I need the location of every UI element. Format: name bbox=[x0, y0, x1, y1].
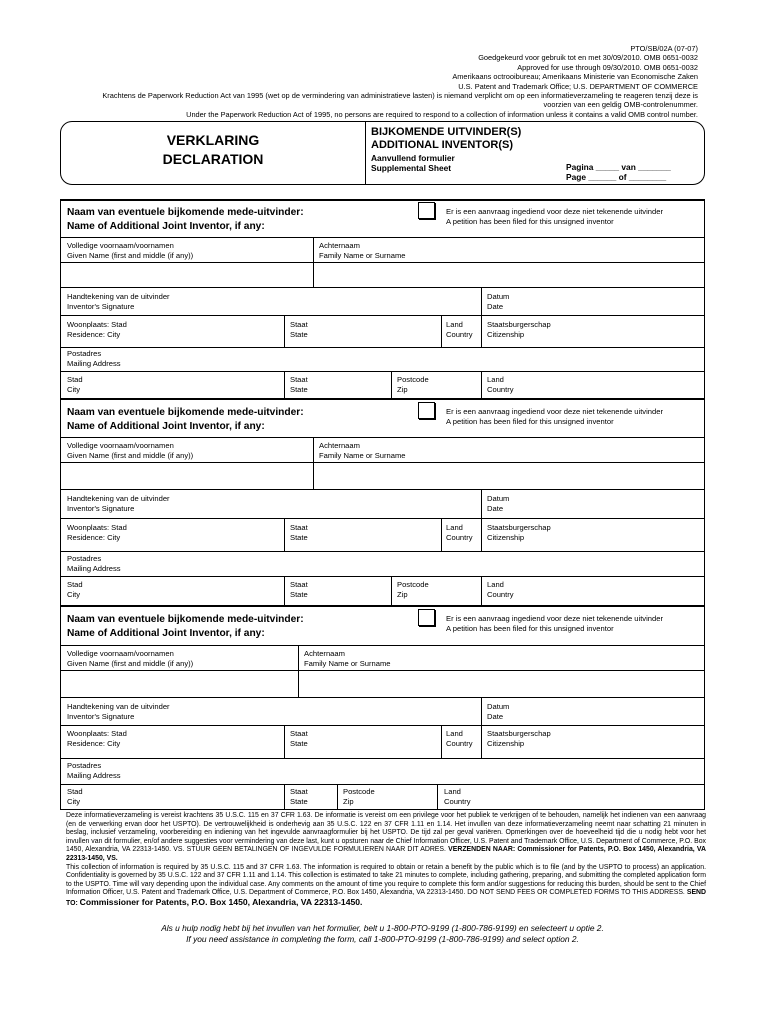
signature-input[interactable] bbox=[61, 490, 480, 517]
petition-checkbox[interactable] bbox=[418, 609, 435, 626]
given-name-label: Volledige voornaam/voornamen Given Name (first and middle (if any)) bbox=[67, 441, 194, 460]
page-number-field[interactable]: Pagina _____ van _______ bbox=[566, 162, 671, 172]
inventor-section-2 bbox=[60, 398, 705, 605]
city-label: Stad City bbox=[67, 375, 83, 394]
date-label: Datum Date bbox=[487, 494, 510, 513]
inventor-section-3 bbox=[60, 605, 705, 810]
zip-label: Postcode Zip bbox=[397, 375, 429, 394]
page-number-field-en[interactable]: Page ______ of ________ bbox=[566, 172, 667, 182]
inventor-section-1 bbox=[60, 199, 705, 398]
header-line: Approved for use through 09/30/2010. OMB 0651-0032 bbox=[517, 62, 698, 72]
residence-city-label: Woonplaats: Stad Residence: City bbox=[67, 523, 127, 542]
signature-label: Handtekening van de uitvinder Inventor's Signature bbox=[67, 702, 170, 721]
family-name-input[interactable] bbox=[299, 671, 704, 696]
family-name-input[interactable] bbox=[314, 263, 704, 286]
header-line: Goedgekeurd voor gebruik tot en met 30/09/2010. OMB 0651-0032 bbox=[478, 53, 698, 63]
title-subheading: BIJKOMENDE UITVINDER(S) ADDITIONAL INVENTOR(S) Aanvullend formulier Supplemental Sheet bbox=[371, 126, 522, 173]
mailing-address-input[interactable] bbox=[61, 552, 704, 575]
inventor-heading: Naam van eventuele bijkomende mede-uitvinder: Name of Additional Joint Inventor, if any: bbox=[67, 207, 304, 232]
given-name-input[interactable] bbox=[61, 263, 312, 286]
signature-input[interactable] bbox=[61, 288, 480, 314]
header-line: U.S. Patent and Trademark Office; U.S. DEPARTMENT OF COMMERCE bbox=[458, 81, 698, 91]
zip-label: Postcode Zip bbox=[397, 580, 429, 599]
title-box bbox=[60, 121, 705, 185]
mail-country-label: Land Country bbox=[444, 787, 471, 806]
country-label: Land Country bbox=[446, 523, 473, 542]
petition-label: Er is een aanvraag ingediend voor deze niet tekenende uitvinder A petition has been filed for this unsigned inventor bbox=[446, 614, 663, 633]
inventor-heading: Naam van eventuele bijkomende mede-uitvinder: Name of Additional Joint Inventor, if any: bbox=[67, 407, 304, 432]
inventor-heading: Naam van eventuele bijkomende mede-uitvinder: Name of Additional Joint Inventor, if any: bbox=[67, 614, 304, 639]
citizenship-label: Staatsburgerschap Citizenship bbox=[487, 729, 551, 748]
header-line: voorzien van een geldig OMB-controlenummer. bbox=[543, 100, 698, 110]
residence-city-label: Woonplaats: Stad Residence: City bbox=[67, 320, 127, 339]
family-name-label: Achternaam Family Name or Surname bbox=[304, 649, 391, 668]
family-name-input[interactable] bbox=[314, 463, 704, 488]
petition-label: Er is een aanvraag ingediend voor deze niet tekenende uitvinder A petition has been filed for this unsigned inventor bbox=[446, 407, 663, 426]
signature-label: Handtekening van de uitvinder Inventor's Signature bbox=[67, 494, 170, 513]
header-line: Amerikaans octrooibureau; Amerikaans Ministerie van Economische Zaken bbox=[452, 72, 698, 82]
petition-checkbox[interactable] bbox=[418, 202, 435, 219]
residence-state-label: Staat State bbox=[290, 320, 308, 339]
header-line: Krachtens de Paperwork Reduction Act van 1995 (wet op de vermindering van administratieve lasten) is niemand verplicht om op een informatieverzameling te reageren tenzij deze is bbox=[102, 91, 698, 101]
given-name-label: Volledige voornaam/voornamen Given Name (first and middle (if any)) bbox=[67, 649, 194, 668]
burden-statement-en: This collection of information is required by 35 U.S.C. 115 and 37 CFR 1.63. The information is required to obtain or retain a benefit by the public which is to file (and by the USPTO to process) an application. Confidentiality is governed by 35 U.S.C. 122 and 37 CFR 1.11 and 1.14. This collection is estimated to take 21 minutes to complete, including gathering, preparing, and submitting the completed application form to the USPTO. Time will vary depending upon the individual case. Any comments on the amount of time you require to complete this form and/or suggestions for reducing this burden, should be sent to the Chief Information Officer, U.S. Patent and Trademark Office, U.S. Department of Commerce, P.O. Box 1450, Alexandria, VA 22313-1450. DO NOT SEND FEES OR COMPLETED FORMS TO THIS ADDRESS. SEND TO: Commissioner for Patents, P.O. Box 1450, Alexandria, VA 22313-1450. bbox=[66, 863, 706, 907]
header-line: Under the Paperwork Reduction Act of 1995, no persons are required to respond to a collection of information unless it contains a valid OMB control number. bbox=[186, 109, 698, 119]
form-header bbox=[98, 44, 698, 119]
given-name-input[interactable] bbox=[61, 463, 312, 488]
burden-statement-nl: Deze informatieverzameling is vereist krachtens 35 U.S.C. 115 en 37 CFR 1.63. De informatie is vereist om een privilege voor het publiek te verkrijgen of te behouden, namelijk het indienen van een aanvraag (en de verwerking ervan door het USPTO). De vertrouwelijkheid is onderhevig aan 35 U.S.C. 122 en 37 CFR 1.11 en 1.14. Het invullen van deze informatieverzameling neemt naar schatting 21 minuten in beslag, inclusief verzameling, voorbereiding en indiening van het ingevulde aanvraagformulier bij het USPTO. De tijd zal per geval variëren. Opmerkingen over de hoeveelheid tijd die u nodig hebt voor het invullen van dit formulier, en/of andere suggesties voor vermindering van deze last, kunt u opsturen naar de Chief Information Officer, U.S. Patent and Trademark Office, U.S. Department of Commerce, P.O. Box 1450, Alexandria, VA 22313-1450. VS. STUUR GEEN BETALINGEN OF INGEVULDE FORMULIEREN NAAR DIT ADRES. VERZENDEN NAAR: Commissioner for Patents, P.O. Box 1450, Alexandria, VA 22313-1450, VS. bbox=[66, 812, 706, 862]
date-label: Datum Date bbox=[487, 292, 510, 311]
assistance-note: Als u hulp nodig hebt bij het invullen van het formulier, belt u 1-800-PTO-9199 (1-800-786-9199) en selecteert u optie 2. If you need assistance in completing the form, call 1-800-PTO-9199 (1-800-786-9199) and select option 2. bbox=[161, 923, 604, 944]
country-label: Land Country bbox=[446, 729, 473, 748]
date-label: Datum Date bbox=[487, 702, 510, 721]
mailing-address-label: Postadres Mailing Address bbox=[67, 554, 121, 573]
burden-statement bbox=[66, 812, 706, 909]
page-title: VERKLARING DECLARATION bbox=[162, 132, 264, 167]
state-label: Staat State bbox=[290, 787, 308, 806]
mail-country-label: Land Country bbox=[487, 375, 514, 394]
city-label: Stad City bbox=[67, 787, 83, 806]
residence-state-label: Staat State bbox=[290, 523, 308, 542]
mailing-address-input[interactable] bbox=[61, 759, 704, 783]
city-label: Stad City bbox=[67, 580, 83, 599]
state-label: Staat State bbox=[290, 375, 308, 394]
citizenship-label: Staatsburgerschap Citizenship bbox=[487, 523, 551, 542]
given-name-input[interactable] bbox=[61, 671, 297, 696]
petition-label: Er is een aanvraag ingediend voor deze niet tekenende uitvinder A petition has been filed for this unsigned inventor bbox=[446, 207, 663, 226]
form-id: PTO/SB/02A (07-07) bbox=[630, 44, 698, 53]
country-label: Land Country bbox=[446, 320, 473, 339]
petition-checkbox[interactable] bbox=[418, 402, 435, 419]
signature-label: Handtekening van de uitvinder Inventor's Signature bbox=[67, 292, 170, 311]
state-label: Staat State bbox=[290, 580, 308, 599]
family-name-label: Achternaam Family Name or Surname bbox=[319, 241, 406, 260]
residence-city-label: Woonplaats: Stad Residence: City bbox=[67, 729, 127, 748]
mail-country-label: Land Country bbox=[487, 580, 514, 599]
residence-state-label: Staat State bbox=[290, 729, 308, 748]
mailing-address-label: Postadres Mailing Address bbox=[67, 761, 121, 780]
family-name-label: Achternaam Family Name or Surname bbox=[319, 441, 406, 460]
citizenship-label: Staatsburgerschap Citizenship bbox=[487, 320, 551, 339]
signature-input[interactable] bbox=[61, 698, 480, 724]
zip-label: Postcode Zip bbox=[343, 787, 375, 806]
mailing-address-input[interactable] bbox=[61, 348, 704, 370]
given-name-label: Volledige voornaam/voornamen Given Name (first and middle (if any)) bbox=[67, 241, 194, 260]
mailing-address-label: Postadres Mailing Address bbox=[67, 349, 121, 368]
